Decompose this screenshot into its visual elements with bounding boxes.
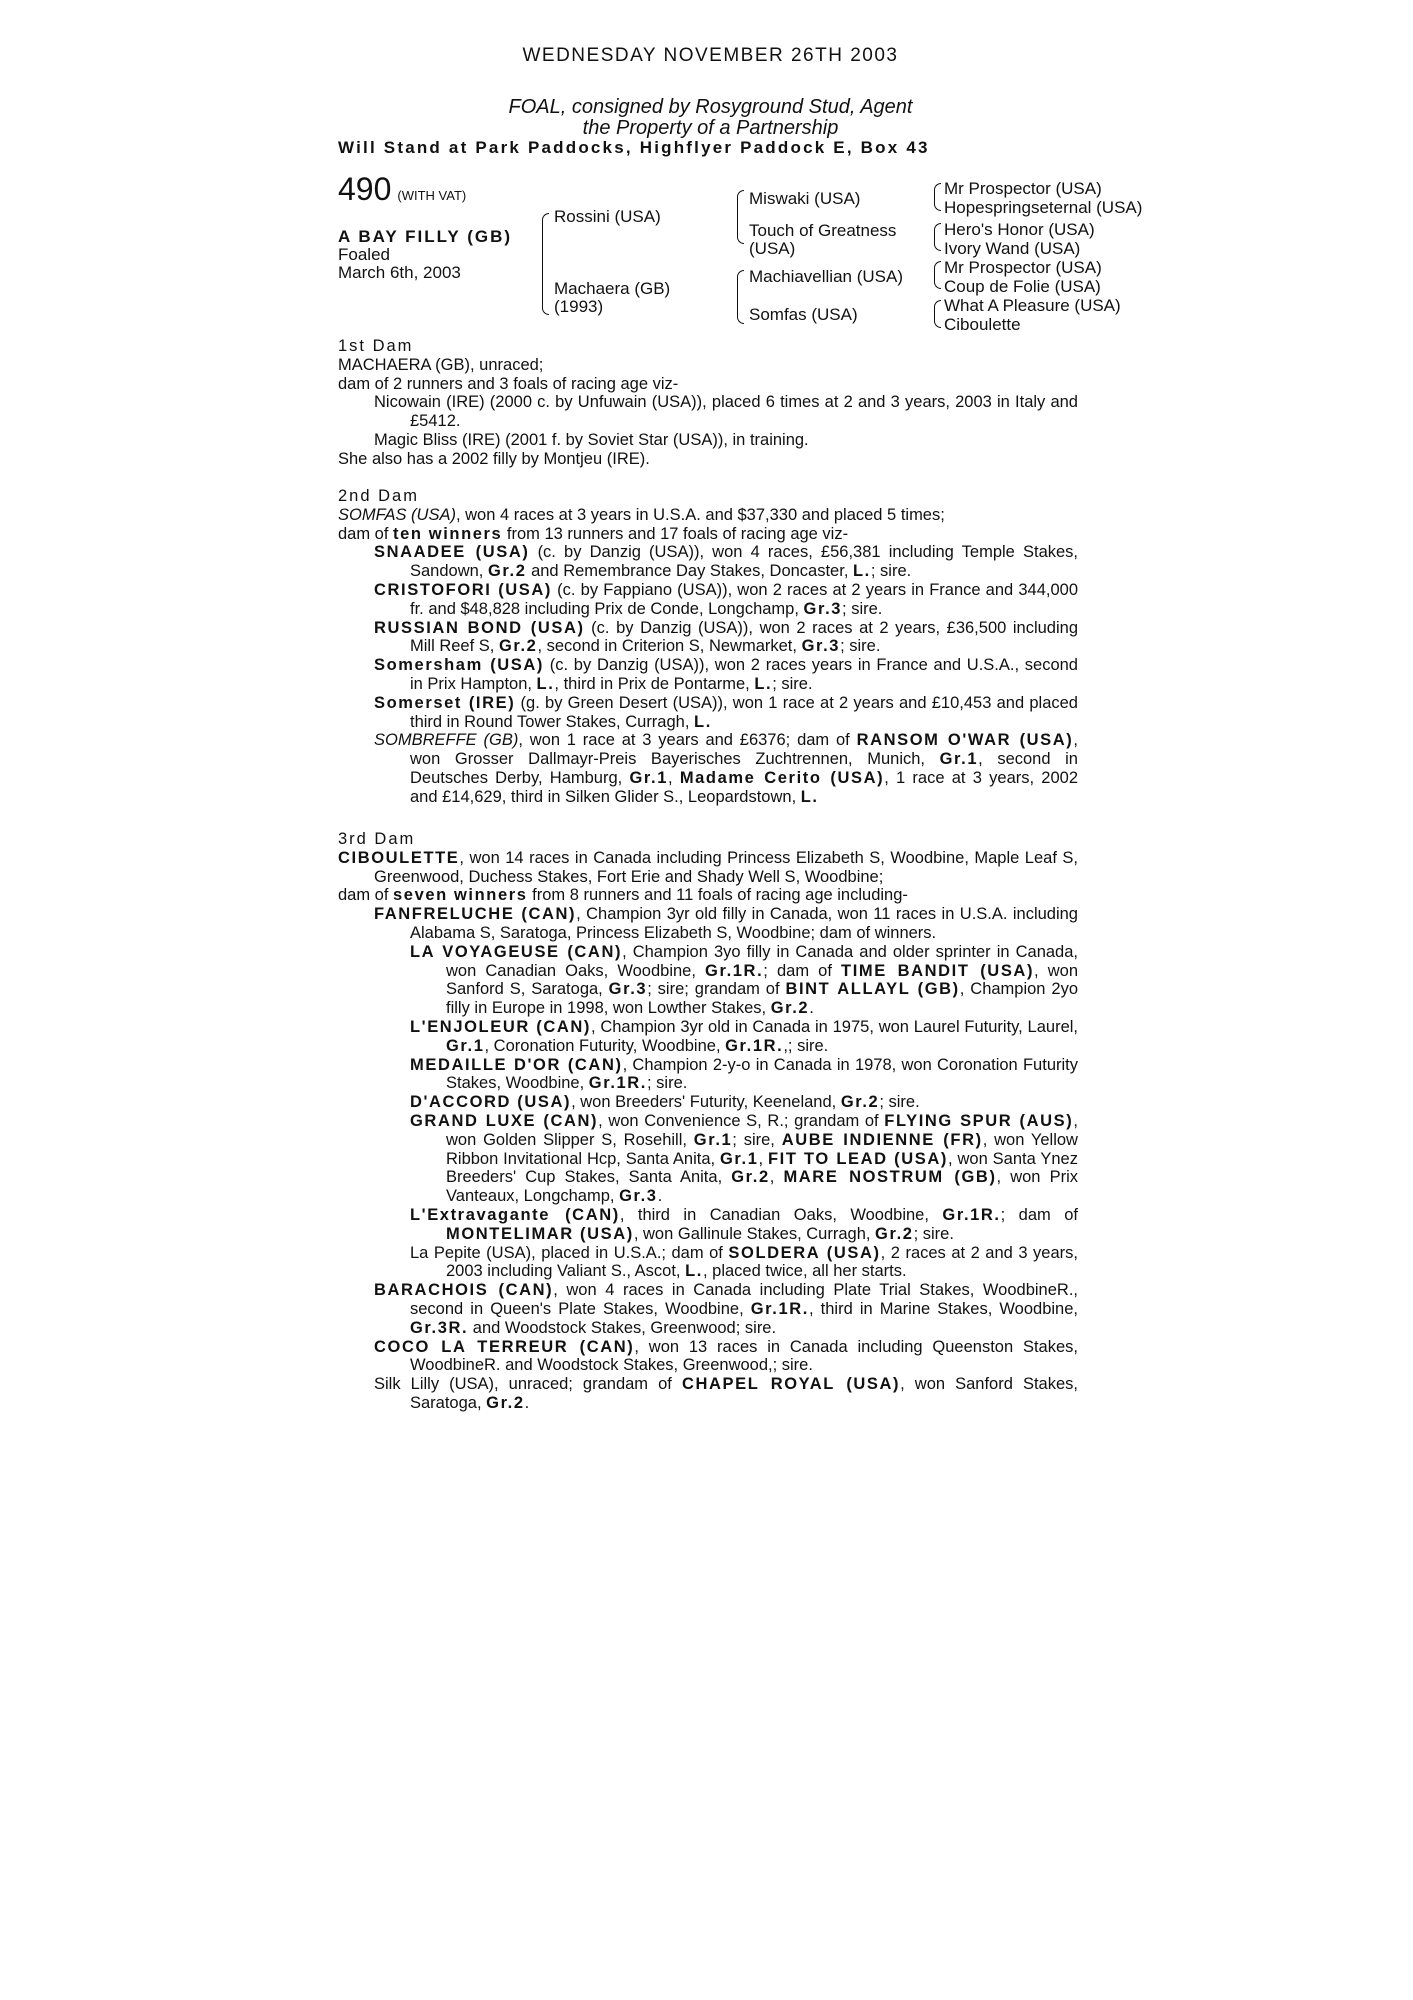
text: ; sire; grandam of [647,980,786,999]
text: and Remembrance Day Stakes, Doncaster, [526,562,853,581]
pedigree-brace [934,261,941,289]
horse-name: RANSOM O'WAR (USA) [856,731,1074,750]
foaled-label: Foaled [338,245,390,264]
text: ; sire. [772,674,813,693]
pedigree-brace [934,183,941,211]
grade: Gr.1 [446,1036,485,1055]
lot-heading [338,171,467,207]
text: . [524,1393,530,1412]
vat-note: (WITH VAT) [397,188,467,203]
progeny-entry [338,731,1078,806]
text: , second in Criterion S, Newmarket, [537,637,802,656]
text: , third in Marine Stakes, Woodbine, [808,1299,1078,1318]
horse-name: RUSSIAN BOND (USA) [374,618,585,637]
text: ; dam of [1000,1205,1078,1224]
consignor-line: FOAL, consigned by Rosyground Stud, Agent [508,96,913,118]
grade: L. [536,674,555,693]
progeny-entry [338,1206,1078,1244]
text: ; sire. [870,562,912,581]
text: , [758,1149,768,1168]
dam-line [338,886,1078,905]
text: , placed twice, all her starts. [702,1262,907,1281]
horse-name: SNAADEE (USA) [374,543,530,562]
stabling-location: Will Stand at Park Paddocks, Highflyer Paddock E, Box 43 [338,138,930,157]
horse-name: CRISTOFORI (USA) [374,580,553,599]
horse-description [338,228,512,282]
text: , won Grosser Dallmayr-Preis Bayerisches Zuchtrennen, Munich, [410,731,1078,769]
text: , 2 races at 2 and 3 years, 2003 including Valiant S., Ascot, [446,1243,1078,1281]
grade: Gr.1 [720,1149,759,1168]
horse-name: FLYING SPUR (AUS) [884,1111,1074,1130]
text: ,; sire. [783,1036,829,1055]
text: , won Convenience S, R.; grandam of [598,1111,885,1130]
text: (c. by Fappiano (USA)), won 2 races at 2 years in France and 344,000 fr. and $48,828 including Prix de Conde, Longchamp, [410,580,1078,618]
section-title: 1st Dam [338,337,414,355]
horse-name: BINT ALLAYL (GB) [785,980,960,999]
progeny-entry: Nicowain (IRE) (2000 c. by Unfuwain (USA)), placed 6 times at 2 and 3 years, 2003 in Italy and £5412. [374,393,1078,431]
grade: Gr.1 [629,768,668,787]
progeny-entry [338,1093,1078,1112]
grade: L. [694,712,712,731]
text: (g. by Green Desert (USA)), won 1 race at 2 years and £10,453 and placed third in Round Tower Stakes, Curragh, [410,693,1078,731]
text: (c. by Danzig (USA)), won 4 races, £56,381 including Temple Stakes, Sandown, [410,543,1079,581]
horse-name: SOMFAS (USA) [338,505,456,524]
horse-name: COCO LA TERREUR (CAN) [374,1337,635,1356]
text: , Champion 3yr old in Canada in 1975, won Laurel Futurity, Laurel, [590,1017,1078,1036]
progeny-entry: Magic Bliss (IRE) (2001 f. by Soviet Star (USA)), in training. [374,430,809,449]
horse-name: SOMBREFFE (GB) [374,731,519,750]
pedigree-ssd: Hopespringseternal (USA) [944,198,1143,217]
horse-name: Somerset (IRE) [374,693,516,712]
grade: Gr.3R. [410,1318,469,1337]
pedigree-brace [737,190,744,244]
text: , won Prix Vanteaux, Longchamp, [446,1168,1078,1206]
pedigree-dam-dam: Somfas (USA) [749,305,858,324]
text: , won 14 races in Canada including Princess Elizabeth S, Woodbine, Maple Leaf S, Greenwood, Duchess Stakes, Fort Erie and Shady Well S, Woodbine; [374,848,1078,886]
text: , won Gallinule Stakes, Curragh, [633,1224,876,1243]
horse-sex-colour: A BAY FILLY (GB) [338,227,513,246]
text: , won Yellow Ribbon Invitational Hcp, Santa Anita, [446,1130,1078,1168]
grade: Gr.1R. [705,961,764,980]
property-line: the Property of a Partnership [582,117,839,139]
grade: Gr.3 [803,599,843,618]
text: , Champion 2yo filly in Europe in 1998, won Lowther Stakes, [446,980,1078,1018]
grade: Gr.1 [939,750,979,769]
grade: Gr.2 [731,1168,770,1187]
text: ; sire. [879,1093,920,1112]
lot-number: 490 [338,171,392,207]
progeny-entry [338,656,1078,694]
sale-date: WEDNESDAY NOVEMBER 26TH 2003 [522,45,899,66]
grade: Gr.1R. [942,1205,1001,1224]
grade: Gr.2 [498,637,538,656]
text: . [809,999,814,1018]
pedigree-dam [554,280,670,316]
progeny-entry [338,581,1078,619]
pedigree-dds: What A Pleasure (USA) [944,296,1121,315]
horse-name: BARACHOIS (CAN) [374,1281,554,1300]
text: , second in Deutsches Derby, Hamburg, [410,750,1078,787]
horse-name: L'ENJOLEUR (CAN) [410,1017,591,1036]
pedigree-sire: Rossini (USA) [554,207,661,226]
progeny-entry [338,1112,1078,1206]
text: dam of [338,886,394,905]
grade: Gr.3 [801,637,841,656]
text: , Coronation Futurity, Woodbine, [484,1036,726,1055]
progeny-entry [338,1281,1078,1337]
horse-name: MEDAILLE D'OR (CAN) [410,1055,623,1074]
section-title: 2nd Dam [338,487,419,505]
horse-name: D'ACCORD (USA) [410,1093,572,1112]
progeny-entry [338,543,1078,581]
text: Silk Lilly (USA), unraced; grandam of [374,1375,682,1394]
text: ; sire. [913,1224,954,1243]
horse-name: L'Extravagante (CAN) [410,1205,620,1224]
grade: Gr.2 [770,999,810,1018]
horse-name: CIBOULETTE [338,848,460,867]
progeny-entry [338,1375,1078,1413]
horse-name: MARE NOSTRUM (GB) [783,1168,997,1187]
text: ; sire. [840,637,881,656]
text: . [657,1187,663,1206]
text: , won Santa Ynez Breeders' Cup Stakes, Santa Anita, [446,1149,1078,1187]
foaled-date: March 6th, 2003 [338,263,461,282]
section-title: 3rd Dam [338,830,416,848]
progeny-entry [338,943,1078,1018]
pedigree-brace [542,213,549,315]
progeny-entry [338,619,1078,657]
horse-name: TIME BANDIT (USA) [841,961,1035,980]
text: , won Breeders' Futurity, Keeneland, [571,1093,841,1112]
text: ; sire, [732,1130,782,1149]
grade: Gr.1R. [725,1036,784,1055]
text: , [667,768,680,787]
pedigree-ddd: Ciboulette [944,315,1021,334]
pedigree-brace [934,223,941,251]
grade: Gr.2 [487,562,527,581]
text: , Champion 3yr old filly in Canada, won 11 races in U.S.A. including Alabama S, Saratoga, Princess Elizabeth S, Woodbine; dam of winners. [410,905,1078,942]
text: from 13 runners and 17 foals of racing age viz- [502,524,849,543]
grade: Gr.2 [840,1093,880,1112]
text: , [769,1168,784,1187]
grade: L. [853,562,871,581]
text: , Champion 3yo filly in Canada and older sprinter in Canada, won Canadian Oaks, Woodbine, [446,942,1078,980]
dam-line: MACHAERA (GB), unraced; [338,355,544,374]
dam-line [338,506,1078,525]
pedigree-sdd: Ivory Wand (USA) [944,239,1081,258]
progeny-entry [338,1338,1078,1376]
text: , won Golden Slipper S, Rosehill, [446,1111,1078,1149]
grade: Gr.3 [608,980,648,999]
text: , won 4 races in Canada including Plate Trial Stakes, WoodbineR., second in Queen's Plate Stakes, Woodbine, [410,1281,1078,1318]
pedigree-sire-dam-country: (USA) [749,239,796,258]
text: (c. by Danzig (USA)), won 2 races at 2 years, £36,500 including Mill Reef S, [410,618,1078,656]
third-dam-section [338,830,1078,1413]
grade: Gr.1 [693,1130,733,1149]
pedigree-sire-sire: Miswaki (USA) [749,189,861,208]
horse-name: CHAPEL ROYAL (USA) [681,1375,901,1394]
grade: L. [754,674,773,693]
text: , 1 race at 3 years, 2002 and £14,629, third in Silken Glider S., Leopardstown, [410,768,1079,806]
progeny-entry [338,905,1078,943]
pedigree-sds: Hero's Honor (USA) [944,220,1095,239]
progeny-entry [338,694,1078,732]
dam-line [338,849,1078,887]
race-record: , won 4 races at 3 years in U.S.A. and $37,330 and placed 5 times; [455,505,945,524]
winners-count: seven winners [393,886,528,905]
text: , won Sanford S, Saratoga, [446,961,1079,999]
pedigree-sss: Mr Prospector (USA) [944,179,1102,198]
horse-name: FIT TO LEAD (USA) [768,1149,948,1168]
grade: Gr.2 [875,1224,914,1243]
text: from 8 runners and 11 foals of racing age including- [527,886,908,905]
grade: Gr.1R. [588,1074,647,1093]
second-dam-section [338,487,1078,807]
horse-name: AUBE INDIENNE (FR) [781,1130,983,1149]
horse-name: FANFRELUCHE (CAN) [374,905,577,924]
grade: Gr.1R. [750,1299,809,1318]
pedigree-dam-year: (1993) [554,297,604,316]
horse-name: LA VOYAGEUSE (CAN) [410,942,623,961]
horse-name: GRAND LUXE (CAN) [410,1111,599,1130]
horse-name: Madame Cerito (USA) [679,768,885,787]
pedigree-sire-dam [749,222,896,258]
text: (c. by Danzig (USA)), won 2 races years in France and U.S.A., second in Prix Hampton, [410,656,1078,693]
pedigree-dam-name: Machaera (GB) [554,279,671,298]
pedigree-brace [737,270,744,324]
dam-line [338,525,1078,544]
horse-name: Somersham (USA) [374,656,545,675]
text: ; dam of [763,961,842,980]
grade: Gr.2 [486,1393,525,1412]
text: , won Sanford Stakes, Saratoga, [410,1375,1078,1412]
text: and Woodstock Stakes, Greenwood; sire. [468,1318,777,1337]
dam-line: She also has a 2002 filly by Montjeu (IRE). [338,449,650,468]
progeny-entry [338,1018,1078,1056]
horse-name: MONTELIMAR (USA) [446,1224,634,1243]
text: , won 1 race at 3 years and £6376; dam of [518,731,857,750]
pedigree-brace [934,300,941,328]
dam-line: dam of 2 runners and 3 foals of racing age viz- [338,374,679,393]
text: , Champion 2-y-o in Canada in 1978, won Coronation Futurity Stakes, Woodbine, [446,1055,1078,1093]
pedigree-sire-dam-name: Touch of Greatness [749,221,897,240]
consignment-info [338,97,1083,139]
grade: L. [685,1262,703,1281]
text: , third in Canadian Oaks, Woodbine, [619,1205,943,1224]
text: , third in Prix de Pontarme, [554,674,755,693]
horse-name: SOLDERA (USA) [728,1243,881,1262]
first-dam-section [338,337,1078,469]
pedigree-dsd: Coup de Folie (USA) [944,277,1101,296]
text: dam of [338,524,394,543]
progeny-entry [338,1244,1078,1282]
pedigree-dam-sire: Machiavellian (USA) [749,267,903,286]
text: La Pepite (USA), placed in U.S.A.; dam of [410,1243,729,1262]
text: ; sire. [842,599,883,618]
pedigree-dss: Mr Prospector (USA) [944,258,1102,277]
text: , won 13 races in Canada including Queenston Stakes, WoodbineR. and Woodstock Stakes, Greenwood,; sire. [410,1337,1078,1375]
grade: L. [800,787,819,806]
winners-count: ten winners [393,524,503,543]
progeny-entry [338,1056,1078,1094]
text: ; sire. [647,1074,688,1093]
grade: Gr.3 [619,1187,658,1206]
